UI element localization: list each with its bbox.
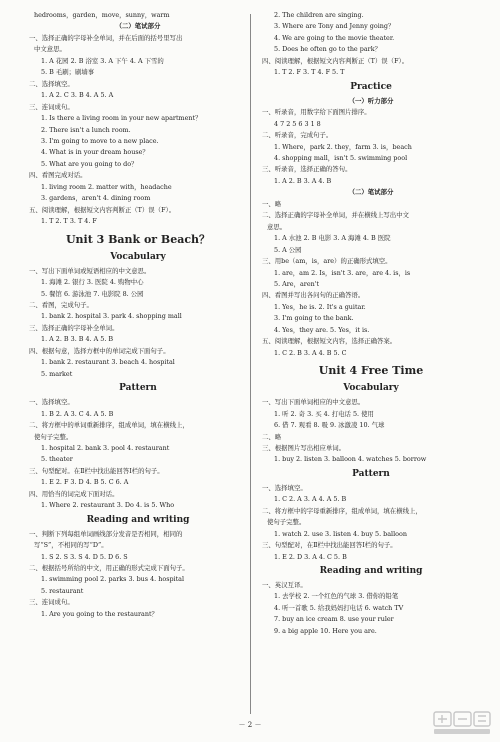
right-column-line: 一、选择填空。 bbox=[262, 483, 307, 492]
left-column-line: 使句子完整。 bbox=[34, 432, 73, 441]
right-column-line: 3. I'm going to the bank. bbox=[274, 314, 354, 323]
left-column-line: 1. 海滩 2. 银行 3. 医院 4. 购物中心 bbox=[41, 278, 144, 287]
right-column-line: 意思。 bbox=[267, 222, 287, 231]
right-column-line: 4. shopping mall，isn't 5. swimming pool bbox=[274, 153, 408, 162]
right-column-line: 4. Yes，they are. 5. Yes，it is. bbox=[274, 325, 370, 334]
left-column-line: 三、连词成句。 bbox=[29, 598, 74, 607]
right-column-line: 9. a big apple 10. Here you are. bbox=[274, 626, 377, 635]
right-column-line: 四、阅读理解，根据短文内容判断正（T）误（F）。 bbox=[262, 56, 409, 65]
right-column-line: 一、略 bbox=[262, 199, 282, 208]
right-column-line: Unit 4 Free Time bbox=[318, 364, 424, 378]
right-column-line: 1. C 2. A 3. A 4. A 5. B bbox=[274, 495, 347, 504]
left-column-line: 1. swimming pool 2. parks 3. bus 4. hospital bbox=[41, 575, 185, 584]
left-column-line: 四、根据句意，选择方框中的单词完成下面句子。 bbox=[29, 346, 170, 355]
left-column-line: 1. hospital 2. bank 3. pool 4. restaurant bbox=[41, 443, 170, 452]
right-column-line: 1. T 2. F 3. T 4. F 5. T bbox=[274, 68, 345, 77]
right-column-line: 三、用be（am，is，are）的正确形式填空。 bbox=[262, 257, 392, 266]
left-column-line: 1. Is there a living room in your new apartment？ bbox=[41, 114, 202, 123]
right-column-line: 使句子完整。 bbox=[267, 518, 306, 527]
right-column-line: 二、选择正确的字母补全单词，并在横线上写出中文 bbox=[262, 211, 409, 220]
right-column-line: Vocabulary bbox=[343, 383, 399, 394]
right-column-line: 1. A 水池 2. B 电影 3. A 海滩 4. B 医院 bbox=[274, 234, 391, 243]
right-column-line: Pattern bbox=[352, 468, 390, 479]
left-column-line: 1. T 2. T 3. T 4. F bbox=[41, 217, 97, 226]
right-column-line: 一、听录音，用数字给下面图片排序。 bbox=[262, 108, 371, 117]
right-column-line: Reading and writing bbox=[319, 566, 423, 577]
right-column-line: 一、写出下面单词相应的中文意思。 bbox=[262, 398, 365, 407]
left-column-line: 一、判断下列每组单词画线部分发音是否相同，相同的 bbox=[29, 529, 183, 538]
left-column-line: （二）笔试部分 bbox=[115, 22, 161, 31]
right-column-line: 5. Does he often go to the park？ bbox=[274, 45, 381, 54]
left-column-line: 5. 餐馆 6. 游泳池 7. 电影院 8. 公园 bbox=[41, 289, 144, 298]
left-column-line: 1. A 2. C 3. B 4. A 5. A bbox=[41, 91, 114, 100]
left-column-line: 1. Where 2. restaurant 3. Do 4. is 5. Who bbox=[41, 501, 175, 510]
left-column-line: 二、根据括号所给的中文，用正确的形式完成下面句子。 bbox=[29, 564, 189, 573]
left-column-line: 1. A 花园 2. B 浴室 3. A 下午 4. A 下雪的 bbox=[41, 56, 164, 65]
right-column-line: 4. We are going to the movie theater. bbox=[274, 33, 395, 42]
left-column-line: 2. There isn't a lunch room. bbox=[41, 125, 131, 134]
right-column-line: 5. Are，aren't bbox=[274, 279, 320, 288]
right-column-line: 7. buy an ice cream 8. use your ruler bbox=[274, 615, 394, 624]
right-column-line: 4. 听一首歌 5. 给我妈妈打电话 6. watch TV bbox=[274, 603, 404, 612]
left-column-line: 四、看图完成对话。 bbox=[29, 171, 87, 180]
left-column-line: 3. gardens，aren't 4. dining room bbox=[41, 194, 151, 203]
right-column-line: 2. The children are singing. bbox=[274, 11, 364, 19]
left-column-line: 1. B 2. A 3. C 4. A 5. B bbox=[41, 409, 114, 418]
right-column-line: （二）笔试部分 bbox=[348, 188, 394, 197]
right-column-line: 三、根据图片写出相应单词。 bbox=[262, 443, 346, 452]
right-column-line: 1. 听 2. 奇 3. 买 4. 打电话 5. 使用 bbox=[274, 409, 374, 418]
left-column-line: 中文意思。 bbox=[34, 45, 66, 54]
left-column-line: 三、连词成句。 bbox=[29, 102, 74, 111]
right-column-line: 1. 去学校 2. 一个红色的气球 3. 借你的铅笔 bbox=[274, 592, 399, 601]
right-column-line: 三、句型配对，在Ⅱ栏中找出能回答Ⅰ栏的句子。 bbox=[262, 541, 397, 550]
left-column-line: 1. living room 2. matter with，headache bbox=[41, 182, 172, 191]
right-column-line: 4 7 2 5 6 3 1 8 bbox=[274, 119, 321, 128]
left-column-line: Unit 3 Bank or Beach？ bbox=[65, 232, 211, 246]
left-column-line: 1. bank 2. restaurant 3. beach 4. hospital bbox=[41, 358, 175, 367]
right-column-line: 1. Where，park 2. they，farm 3. is，beach bbox=[274, 142, 412, 151]
right-column-line: 1. E 2. D 3. A 4. C 5. B bbox=[274, 552, 347, 561]
right-column-line: 1. watch 2. use 3. listen 4. buy 5. balloon bbox=[274, 529, 407, 538]
left-column-line: 二、选择填空。 bbox=[29, 79, 74, 88]
right-column-line: 1. A 2. B 3. A 4. B bbox=[274, 176, 332, 185]
right-column-line: 3. Where are Tony and Jenny going？ bbox=[274, 22, 395, 31]
left-column-line: 5. market bbox=[41, 369, 73, 378]
right-column-line: （一）听力部分 bbox=[348, 96, 394, 105]
left-column-line: 写“S”，不相同的写“D”。 bbox=[34, 541, 108, 550]
left-column-line: 5. B 毛刷；刷墙事 bbox=[41, 68, 95, 77]
left-column-line: 5. theater bbox=[41, 455, 73, 464]
answer-watermark-logo bbox=[432, 710, 492, 736]
left-column-line: 一、选择填空。 bbox=[29, 398, 74, 407]
left-column-line: hedrooms，garden，move，sunny，warm bbox=[34, 11, 170, 19]
right-column-line: 二、将方框中的字母重新排序，组成单词，填在横线上， bbox=[262, 506, 422, 515]
left-column-line: 二、将方框中的单词重新排序，组成单词，填在横线上， bbox=[29, 421, 189, 430]
right-column-line: 二、听录音，完成句子。 bbox=[262, 131, 333, 140]
right-column-line: 6. 借 7. 观看 8. 吸 9. 冰激凌 10. 气球 bbox=[274, 421, 385, 430]
right-column-line: 二、略 bbox=[262, 432, 282, 441]
right-column bbox=[262, 10, 480, 637]
left-column bbox=[29, 10, 247, 620]
page-number: － 2 － bbox=[238, 721, 262, 729]
left-column-line: 1. bank 2. hospital 3. park 4. shopping mall bbox=[41, 312, 182, 321]
left-column-line: Pattern bbox=[119, 383, 157, 394]
left-column-line: 1. E 2. F 3. D 4. B 5. C 6. A bbox=[41, 478, 129, 487]
left-column-line: 1. S 2. S 3. S 4. D 5. D 6. S bbox=[41, 552, 128, 561]
left-column-line: 1. A 2. B 3. B 4. A 5. B bbox=[41, 335, 114, 344]
right-column-line: 五、阅读理解，根据短文内容，选择正确答案。 bbox=[262, 337, 397, 346]
right-column-line: 1. C 2. B 3. A 4. B 5. C bbox=[274, 348, 347, 357]
left-column-line: 一、写出下面单词或短语相应的中文意思。 bbox=[29, 266, 151, 275]
left-column-line: Reading and writing bbox=[86, 514, 190, 525]
right-column-line: 三、听录音，选择正确的答句。 bbox=[262, 165, 352, 174]
left-column-line: 1. Are you going to the restaurant？ bbox=[41, 609, 158, 618]
left-column-line: Vocabulary bbox=[110, 251, 166, 262]
left-column-line: 4. What is in your dream house？ bbox=[41, 148, 149, 157]
left-column-line: 5. restaurant bbox=[41, 586, 84, 595]
right-column-line: 一、英汉互译。 bbox=[262, 581, 307, 590]
left-column-line: 三、选择正确的字母补全单词。 bbox=[29, 323, 119, 332]
right-column-line: 1. are，am 2. Is，isn't 3. are，are 4. is，is bbox=[274, 268, 411, 277]
left-column-line: 一、选择正确的字母补全单词，并在后面的括号里写出 bbox=[29, 33, 183, 42]
left-column-line: 四、用恰当的词完成下面对话。 bbox=[29, 489, 119, 498]
right-column-line: 1. Yes，he is. 2. It's a guitar. bbox=[274, 302, 366, 311]
column-divider bbox=[250, 14, 251, 714]
right-column-line: 5. A 公园 bbox=[274, 245, 302, 254]
left-column-line: 三、句型配对。在Ⅱ栏中找出能回答Ⅰ栏的句子。 bbox=[29, 466, 164, 475]
left-column-line: 五、阅读理解，根据短文内容判断正（T）误（F）。 bbox=[29, 205, 176, 214]
right-column-line: 四、看图并写出各问句的正确答语。 bbox=[262, 291, 365, 300]
left-column-line: 二、看图，完成句子。 bbox=[29, 300, 93, 309]
left-column-line: 5. What are you going to do？ bbox=[41, 159, 138, 168]
right-column-line: Practice bbox=[350, 81, 392, 92]
left-column-line: 3. I'm going to move to a new place. bbox=[41, 136, 159, 145]
right-column-line: 1. buy 2. listen 3. balloon 4. watches 5. borrow bbox=[274, 455, 427, 464]
